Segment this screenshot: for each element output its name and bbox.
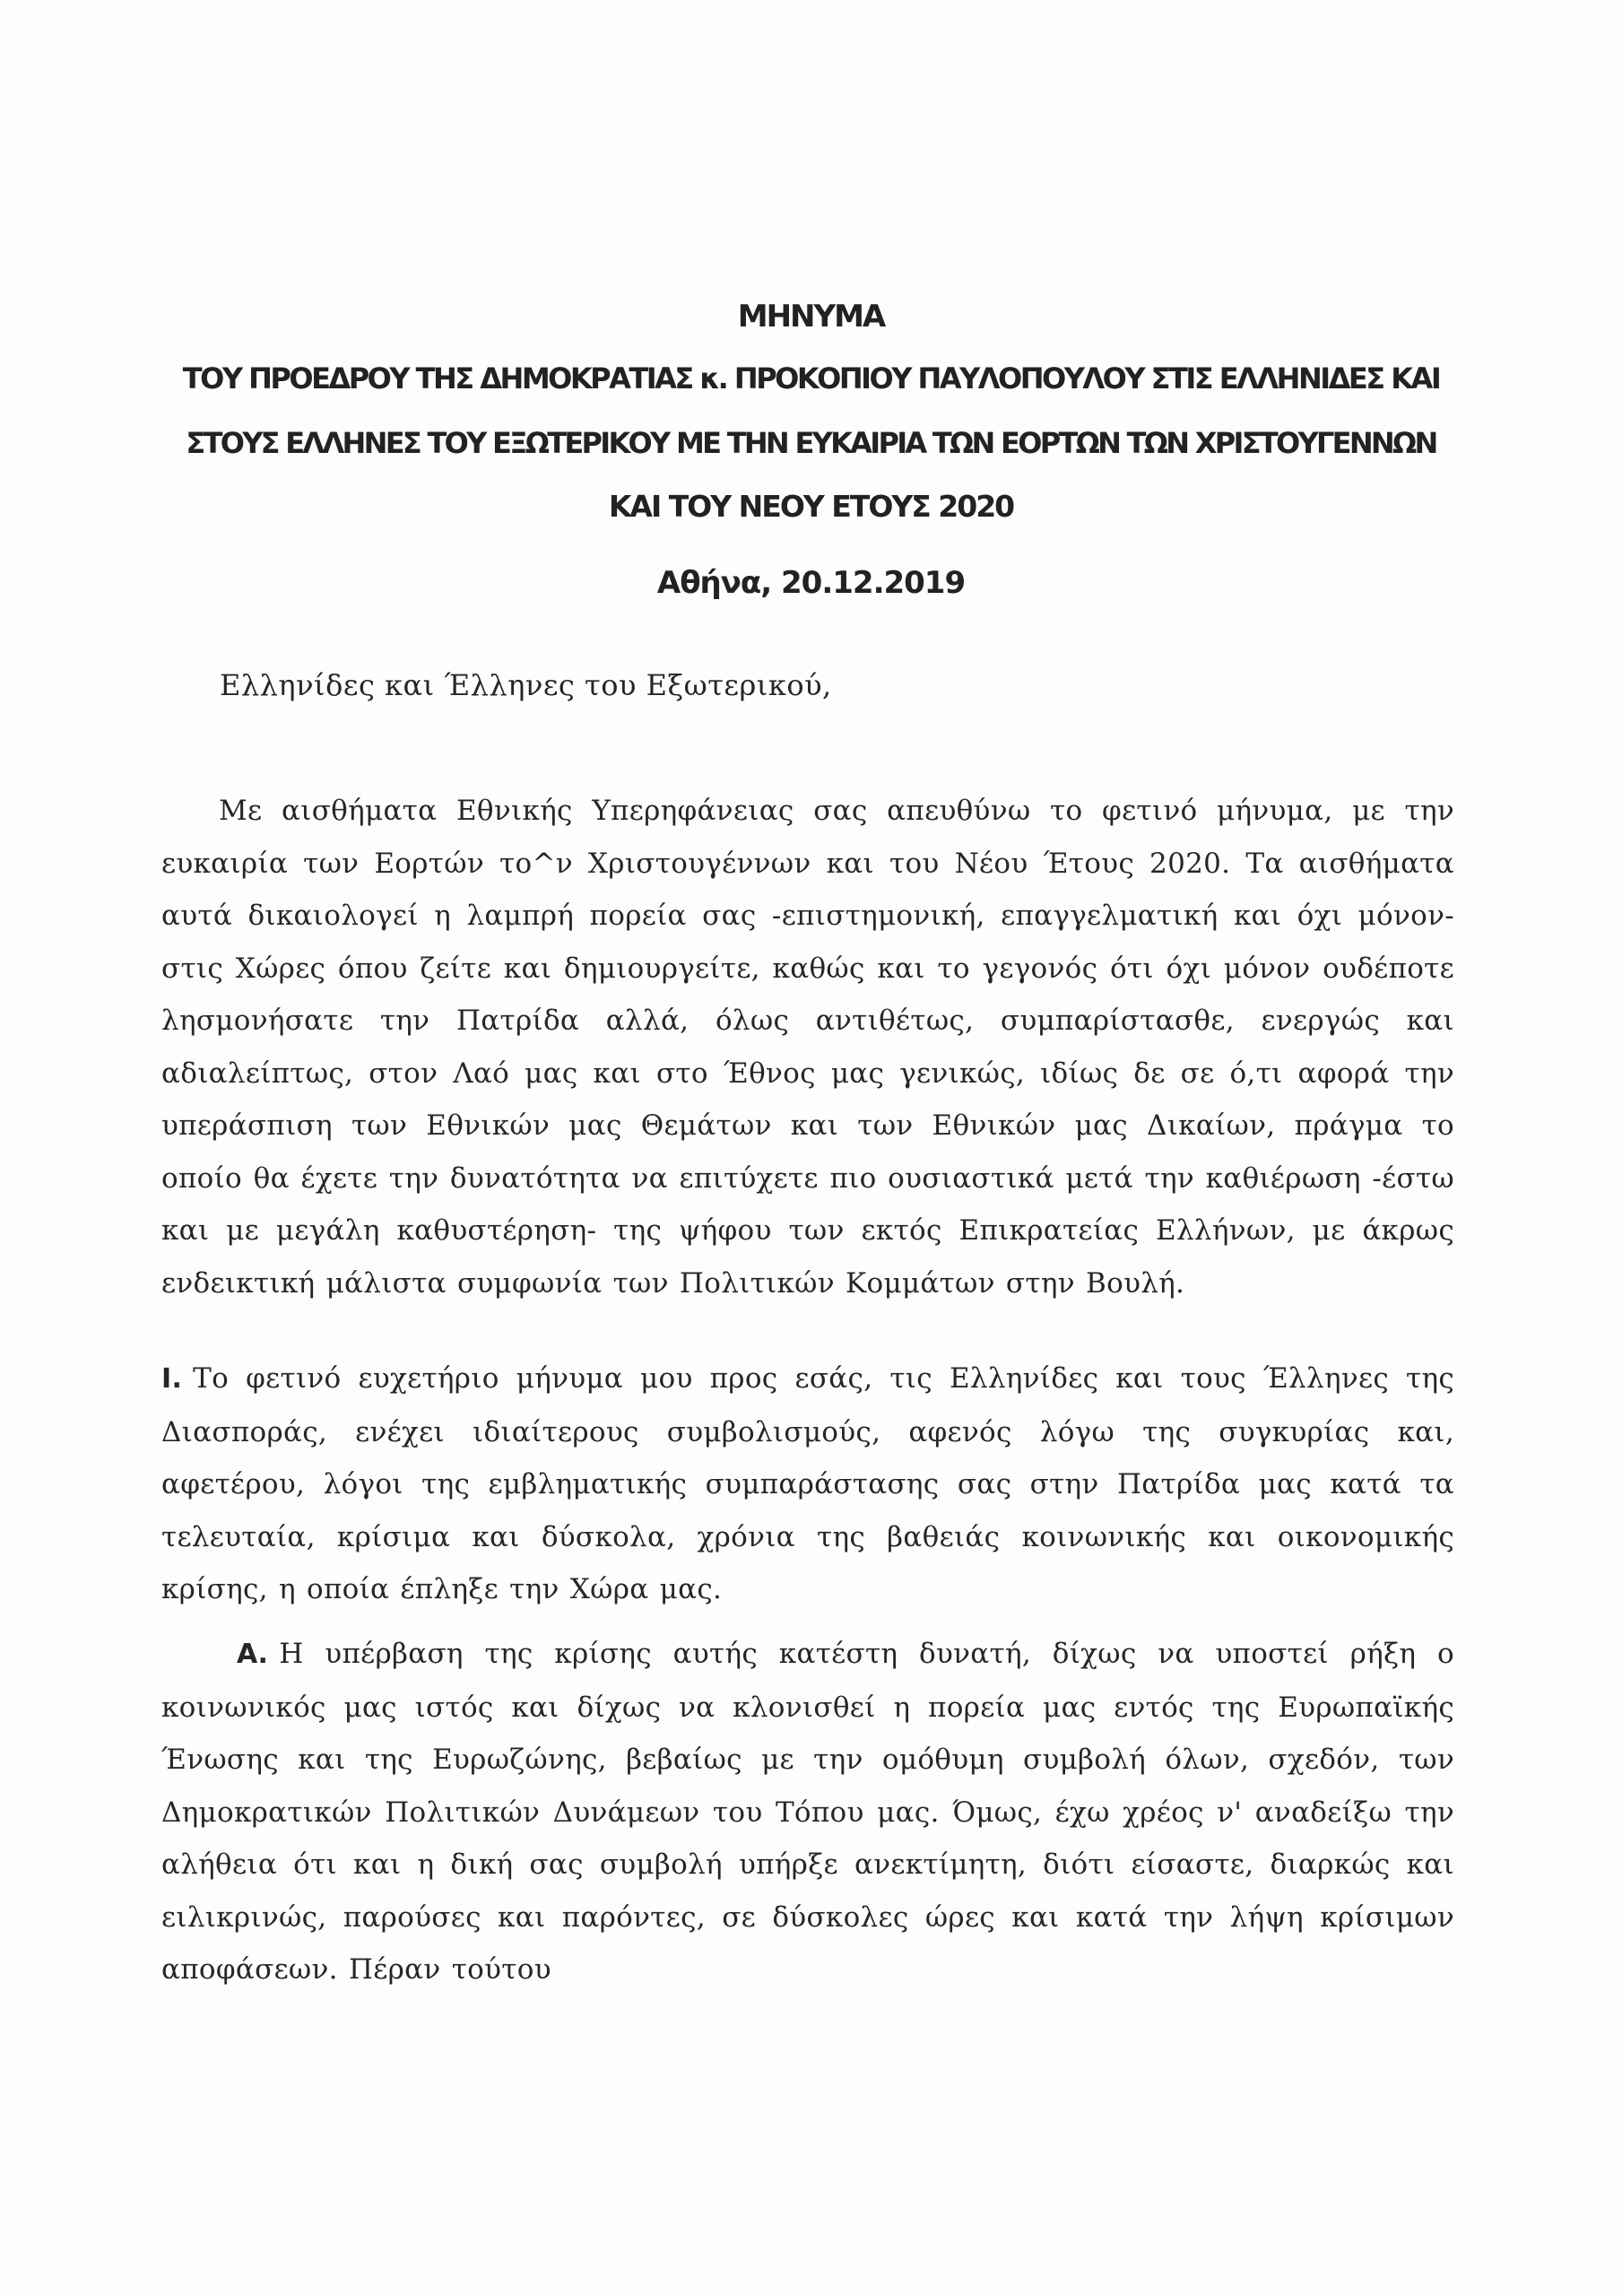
paragraph-section-a-text: Η υπέρβαση της κρίσης αυτής κατέστη δυνατή, δίχως να υποστεί ρήξη ο κοινωνικός μας ιστός και δίχως να κλονισθεί η πορεία μας εντός της Ευρωπαϊκής Ένωσης και της Ευρωζώνης, βεβαίως με την ομόθυμη συμβολή όλων, σχεδόν, των Δημοκρατικών Πολιτικών Δυνάμεων του Τόπου μας. Όμως, έχω χρέος ν' αναδείξω την αλήθεια ότι και η δική σας συμβολή υπήρξε ανεκτίμητη, διότι είσαστε, διαρκώς και ειλικρινώς, παρούσες και παρόντες, σε δύσκολες ώρες και κατά την λήψη κρίσιμων αποφάσεων. Πέραν τούτου	[161, 1638, 1454, 1986]
paragraph-intro: Με αισθήματα Εθνικής Υπερηφάνειας σας απευθύνω το φετινό μήνυμα, με την ευκαιρία των Εορτών το^ν Χριστουγέννων και του Νέου Έτους 2020. Τα αισθήματα αυτά δικαιολογεί η λαμπρή πορεία σας -επιστημονική, επαγγελματική και όχι μόνον- στις Χώρες όπου ζείτε και δημιουργείτε, καθώς και το γεγονός ότι όχι μόνον ουδέποτε λησμονήσατε την Πατρίδα αλλά, όλως αντιθέτως, συμπαρίστασθε, ενεργώς και αδιαλείπτως, στον Λαό μας και στο Έθνος μας γενικώς, ιδίως δε σε ό,τι αφορά την υπεράσπιση των Εθνικών μας Θεμάτων και των Εθνικών μας Δικαίων, πράγμα το οποίο θα έχετε την δυνατότητα να επιτύχετε πιο ουσιαστικά μετά την καθιέρωση -έστω και με μεγάλη καθυστέρηση- της ψήφου των εκτός Επικρατείας Ελλήνων, με άκρως ενδεικτική μάλιστα συμφωνία των Πολιτικών Κομμάτων στην Βουλή.	[161, 795, 1454, 1300]
paragraph-section-i	[161, 1352, 1454, 1616]
subtitle-line-2: ΣΤΟΥΣ ΕΛΛΗΝΕΣ ΤΟΥ ΕΞΩΤΕΡΙΚΟΥ ΜΕ ΤΗΝ ΕΥΚΑΙΡΙΑ ΤΩΝ ΕΟΡΤΩΝ ΤΩΝ ΧΡΙΣΤΟΥΓΕΝΝΩΝ	[186, 426, 1436, 460]
document-date: Αθήνα, 20.12.2019	[656, 565, 966, 601]
subtitle-line-3: ΚΑΙ ΤΟΥ ΝΕΟΥ ΕΤΟΥΣ 2020	[608, 489, 1014, 524]
subtitle-line-1: ΤΟΥ ΠΡΟΕΔΡΟΥ ΤΗΣ ΔΗΜΟΚΡΑΤΙΑΣ κ. ΠΡΟΚΟΠΙΟΥ ΠΑΥΛΟΠΟΥΛΟΥ ΣΤΙΣ ΕΛΛΗΝΙΔΕΣ ΚΑΙ	[182, 361, 1440, 396]
document-title: ΜΗΝΥΜΑ	[737, 299, 885, 335]
salutation: Ελληνίδες και Έλληνες του Εξωτερικού,	[220, 668, 832, 702]
section-marker-a: Α.	[237, 1639, 269, 1670]
paragraph-section-i-text: Το φετινό ευχετήριο μήνυμα μου προς εσάς, τις Ελληνίδες και τους Έλληνες της Διασποράς, ενέχει ιδιαίτερους συμβολισμούς, αφενός λόγω της συγκυρίας και, αφετέρου, λόγοι της εμβληματικής συμπαράστασης σας στην Πατρίδα μας κατά τα τελευταία, κρίσιμα και δύσκολα, χρόνια της βαθειάς κοινωνικής και οικονομικής κρίσης, η οποία έπληξε την Χώρα μας.	[161, 1362, 1454, 1605]
section-marker-i: Ι.	[161, 1363, 183, 1395]
paragraph-section-a	[161, 1628, 1454, 1996]
